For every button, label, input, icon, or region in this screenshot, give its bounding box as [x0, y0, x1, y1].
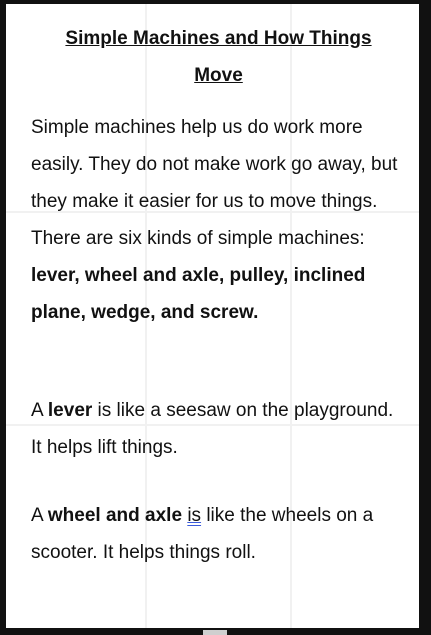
document-page — [31, 20, 406, 571]
intro-text: Simple machines help us do work more easily. They do not make work go away, but they make it easier for us to move things. There are six kinds of simple machines: — [31, 117, 398, 249]
page-frame-left — [0, 0, 6, 635]
title-line-1: Simple Machines and How Things — [65, 28, 372, 49]
page-frame-top — [0, 0, 431, 4]
title-line-2: Move — [194, 65, 243, 86]
wheel-description: like the wheels on a scooter. It helps things roll. — [31, 505, 374, 563]
lever-term: lever — [47, 400, 93, 421]
page-edge-marker — [203, 630, 227, 635]
lever-description: is like a seesaw on the playground. It helps lift things. — [31, 400, 394, 458]
grammar-flag-is[interactable]: is — [187, 505, 202, 526]
machine-list: lever, wheel and axle, pulley, inclined plane, wedge, and screw. — [31, 265, 366, 323]
lever-paragraph — [31, 392, 406, 466]
document-title — [31, 20, 406, 94]
intro-paragraph — [31, 109, 406, 331]
wheel-prefix: A — [31, 505, 48, 526]
lever-prefix: A — [31, 400, 48, 421]
wheel-paragraph — [31, 497, 406, 571]
wheel-term: wheel and axle — [47, 505, 183, 526]
page-frame-right — [419, 0, 431, 635]
